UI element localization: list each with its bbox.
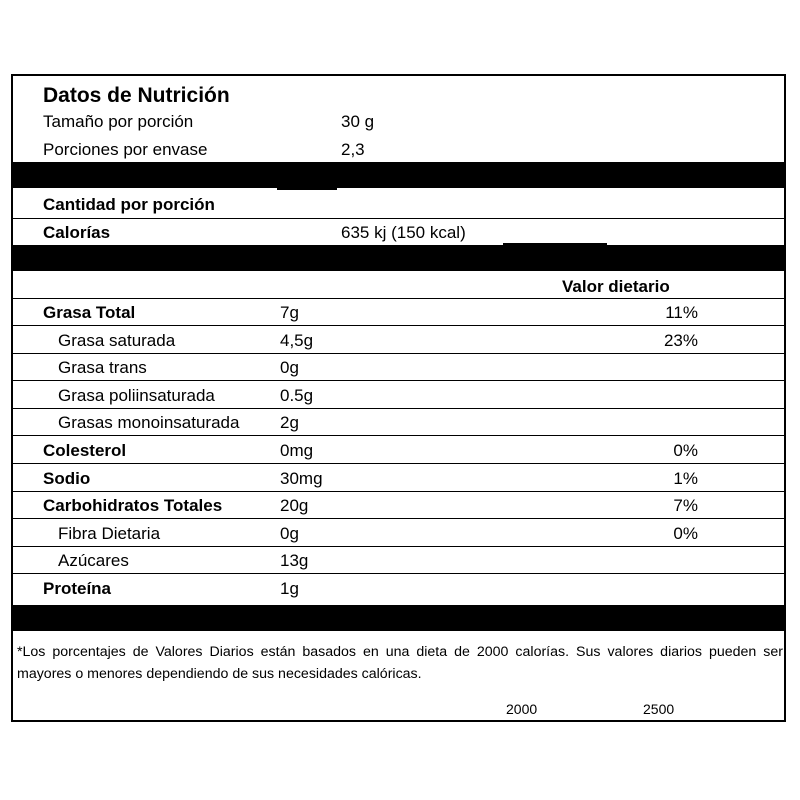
footnote: *Los porcentajes de Valores Diarios están basados en una dieta de 2000 calorías. Sus valores diarios pueden ser mayores o menores dependiendo de sus necesidades calóricas. [17,644,783,682]
thick-divider [13,245,784,271]
calorie-column-2000: 2000 [506,701,538,717]
nutrient-amount: 0mg [280,441,314,460]
nutrient-label: Grasas monoinsaturada [58,413,240,433]
nutrient-amount: 30mg [280,468,323,488]
nutrient-amount: 4,5g [280,330,314,350]
servings-per-container-label: Porciones por envase [43,140,208,159]
divider-accent [277,188,337,190]
row-divider [13,408,784,409]
servings-per-container-value: 2,3 [341,140,365,159]
nutrient-label: Fibra Dietaria [58,523,161,543]
nutrient-amount: 7g [280,303,299,322]
row-divider [13,218,784,219]
row-divider [13,325,784,326]
nutrient-daily-value: 7% [673,496,698,516]
amount-per-serving-header: Cantidad por porción [43,195,215,214]
nutrient-label: Grasa saturada [58,330,176,350]
row-divider [13,518,784,519]
thick-divider [13,605,784,631]
nutrient-label: Sodio [43,468,91,488]
row-divider [13,298,784,299]
nutrient-label: Grasa trans [58,358,147,378]
calories-label: Calorías [43,223,111,242]
serving-size-value: 30 g [341,112,375,131]
divider-accent [503,243,607,245]
row-divider [13,546,784,547]
row-divider [13,353,784,354]
daily-value-header: Valor dietario [562,277,670,296]
calories-value: 635 kj (150 kcal) [341,223,466,242]
row-divider [13,573,784,574]
nutrient-amount: 13g [280,551,309,571]
nutrient-daily-value: 1% [673,468,698,488]
nutrient-label: Carbohidratos Totales [43,496,223,516]
nutrient-amount: 20g [280,496,309,516]
calorie-column-2500: 2500 [643,701,675,717]
nutrient-amount: 1g [280,579,299,598]
nutrition-facts-panel [11,74,786,722]
nutrient-daily-value: 0% [673,523,698,543]
nutrient-amount: 0.5g [280,385,314,405]
nutrient-label: Colesterol [43,441,127,460]
serving-size-label: Tamaño por porción [43,112,194,131]
nutrient-label: Grasa Total [43,303,136,322]
nutrient-label: Grasa poliinsaturada [58,385,215,405]
nutrient-label: Azúcares [58,551,129,571]
nutrient-amount: 0g [280,523,299,543]
nutrient-amount: 2g [280,413,299,433]
nutrient-daily-value: 23% [663,330,698,350]
row-divider [13,491,784,492]
nutrient-label: Proteína [43,579,112,598]
row-divider [13,380,784,381]
nutrient-daily-value: 0% [673,441,698,460]
panel-title: Datos de Nutrición [43,84,230,107]
nutrient-daily-value: 11% [665,303,698,322]
nutrient-amount: 0g [280,358,299,378]
row-divider [13,435,784,436]
thick-divider [13,162,784,188]
row-divider [13,463,784,464]
